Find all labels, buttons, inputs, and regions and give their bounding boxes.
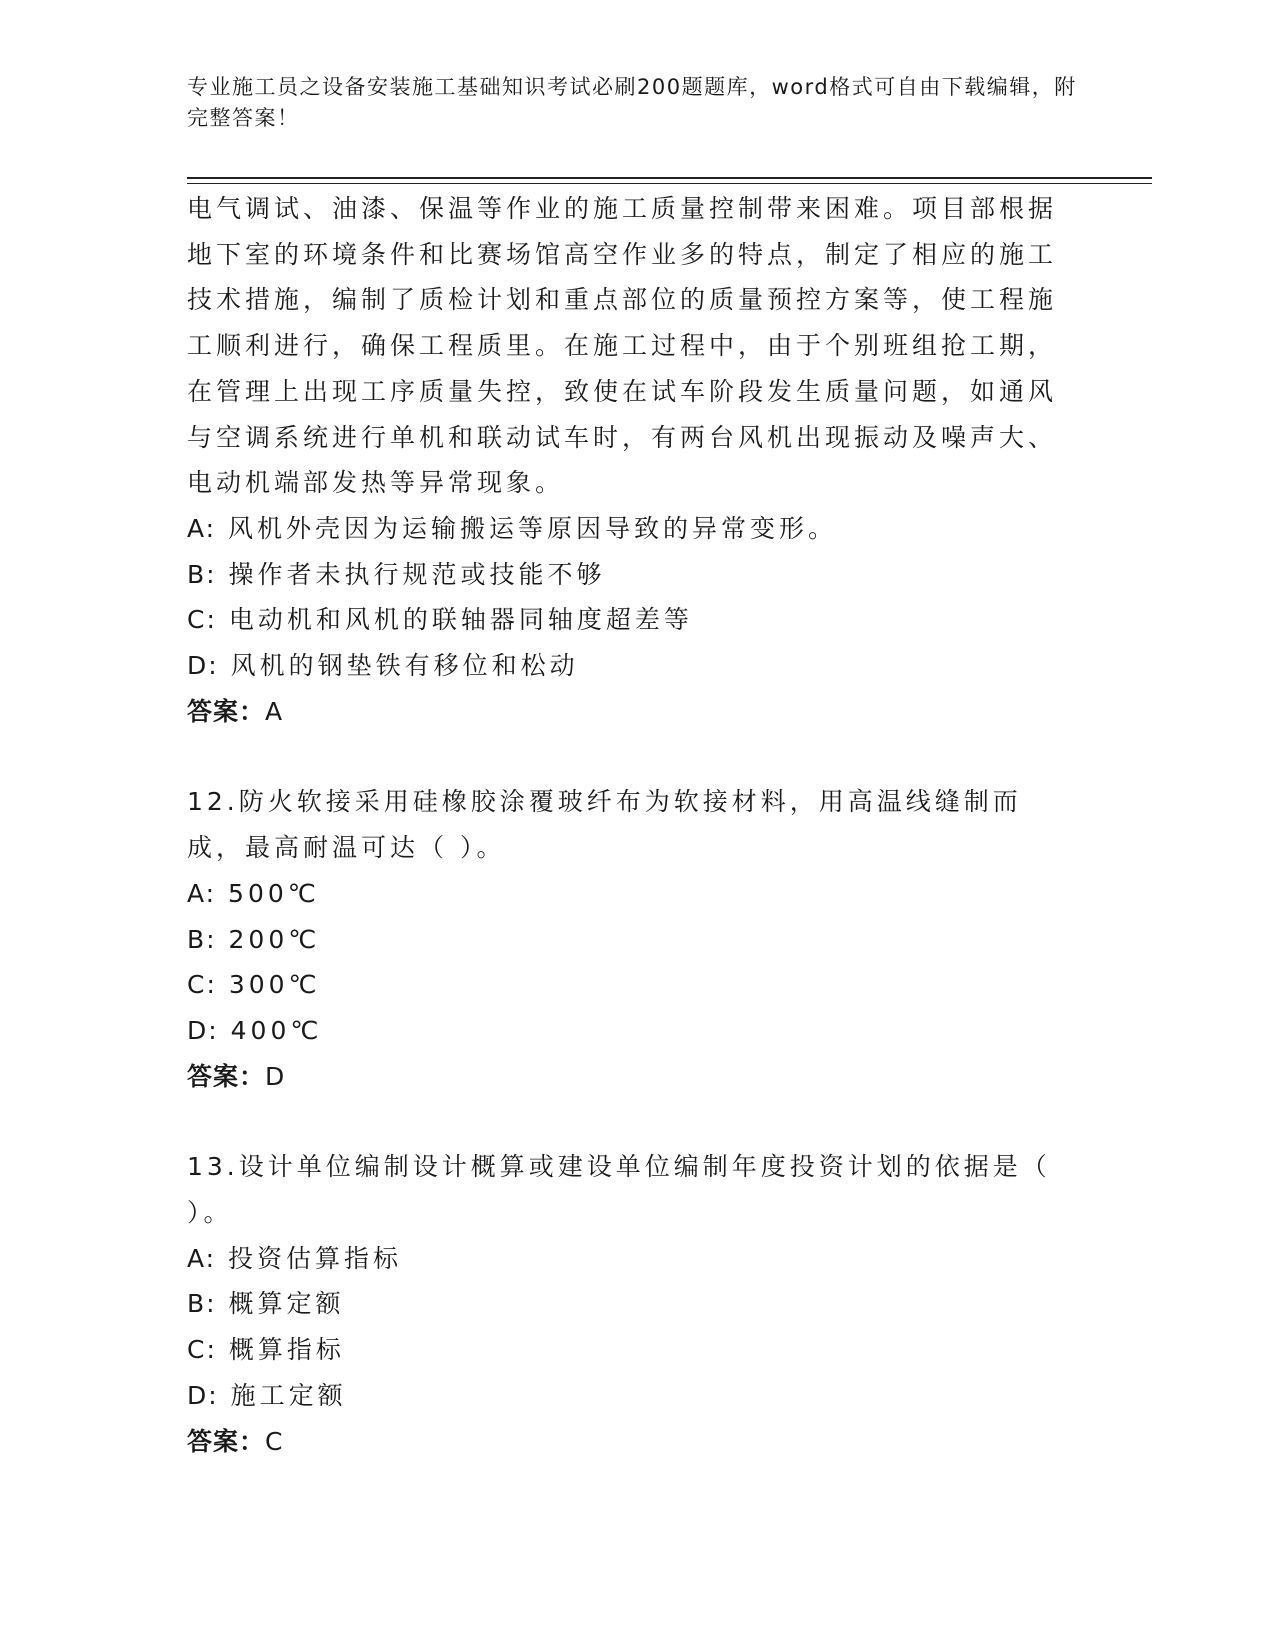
answer-line xyxy=(187,1419,1057,1465)
header-rule-thin xyxy=(187,183,1152,184)
option-b xyxy=(187,1281,1057,1327)
answer-value: C xyxy=(265,1426,283,1456)
option-d xyxy=(187,643,1057,689)
document-header: 专业施工员之设备安装施工基础知识考试必刷200题题库，word格式可自由下载编辑，附完整答案！ xyxy=(187,75,1077,130)
option-text: 操作者未执行规范或技能不够 xyxy=(228,559,606,589)
question-stem: 13.设计单位编制设计概算或建设单位编制年度投资计划的依据是（ ）。 xyxy=(187,1152,1051,1228)
option-c xyxy=(187,962,1057,1008)
option-b xyxy=(187,917,1057,963)
option-key: C: xyxy=(187,1335,217,1365)
option-key: A: xyxy=(187,878,217,908)
option-key: B: xyxy=(187,559,217,589)
option-a xyxy=(187,871,1057,917)
option-c xyxy=(187,597,1057,643)
option-key: B: xyxy=(187,1289,217,1319)
option-text: 电动机和风机的联轴器同轴度超差等 xyxy=(228,605,693,635)
option-key: A: xyxy=(187,1243,217,1273)
option-text: 概算指标 xyxy=(228,1335,345,1365)
option-key: D: xyxy=(187,1015,219,1045)
option-text: 风机外壳因为运输搬运等原因导致的异常变形。 xyxy=(228,513,838,543)
answer-value: A xyxy=(265,696,283,726)
question-stem: 12.防火软接采用硅橡胶涂覆玻纤布为软接材料，用高温线缝制而成，最高耐温可达（ ）。 xyxy=(187,787,1022,863)
header-rule-thick xyxy=(187,177,1152,179)
option-d xyxy=(187,1373,1057,1419)
option-text: 300℃ xyxy=(228,970,321,1000)
document-body xyxy=(187,186,1057,1464)
spacer xyxy=(187,1099,1057,1144)
answer-label: 答案： xyxy=(187,1426,266,1456)
question-12 xyxy=(187,779,1057,1099)
answer-label: 答案： xyxy=(187,696,266,726)
option-text: 400℃ xyxy=(230,1015,323,1045)
option-a xyxy=(187,506,1057,552)
answer-label: 答案： xyxy=(187,1061,266,1091)
option-d xyxy=(187,1008,1057,1054)
option-text: 投资估算指标 xyxy=(228,1243,403,1273)
option-text: 200℃ xyxy=(228,924,321,954)
answer-value: D xyxy=(265,1061,285,1091)
option-c xyxy=(187,1327,1057,1373)
question-11 xyxy=(187,186,1057,734)
option-text: 概算定额 xyxy=(228,1289,345,1319)
option-key: D: xyxy=(187,1380,219,1410)
option-b xyxy=(187,552,1057,598)
spacer xyxy=(187,734,1057,779)
option-key: D: xyxy=(187,651,219,681)
option-text: 500℃ xyxy=(228,878,320,908)
question-stem: 电气调试、油漆、保温等作业的施工质量控制带来困难。项目部根据地下室的环境条件和比赛场馆高空作业多的特点，制定了相应的施工技术措施，编制了质检计划和重点部位的质量预控方案等，使工程施工顺利进行，确保工程质里。在施工过程中，由于个别班组抢工期，在管理上出现工序质量失控，致使在试车阶段发生质量问题，如通风与空调系统进行单机和联动试车时，有两台风机出现振动及噪声大、电动机端部发热等异常现象。 xyxy=(187,194,1058,498)
question-13 xyxy=(187,1144,1057,1464)
answer-line xyxy=(187,1054,1057,1100)
option-key: C: xyxy=(187,605,217,635)
option-key: B: xyxy=(187,924,217,954)
option-key: C: xyxy=(187,970,217,1000)
option-key: A: xyxy=(187,513,217,543)
answer-line xyxy=(187,689,1057,735)
option-a xyxy=(187,1236,1057,1282)
option-text: 风机的钢垫铁有移位和松动 xyxy=(230,651,579,681)
option-text: 施工定额 xyxy=(230,1380,347,1410)
